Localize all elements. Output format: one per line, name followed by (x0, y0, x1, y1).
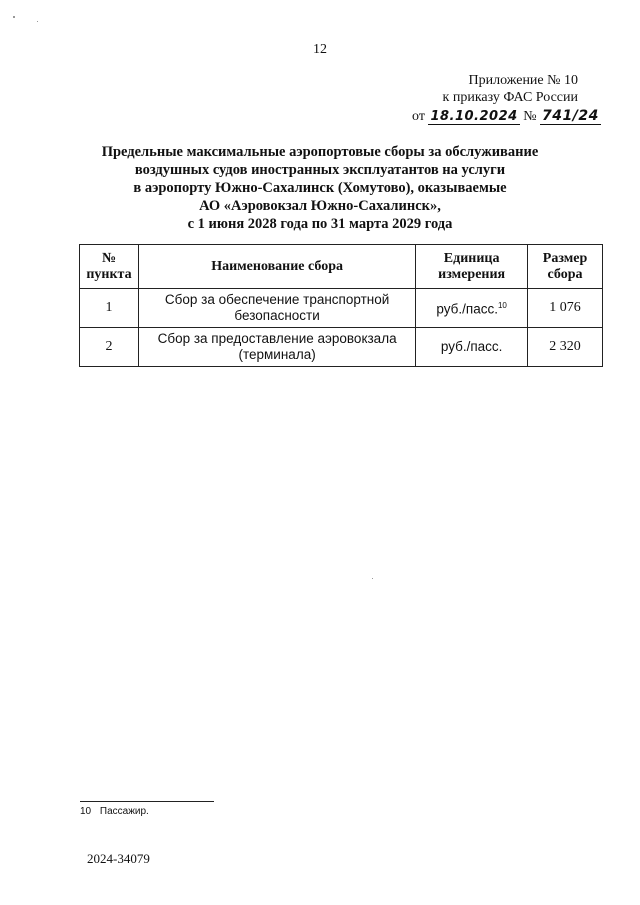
order-date-number (412, 108, 601, 125)
title-line: Предельные максимальные аэропортовые сборы за обслуживание (101, 144, 539, 160)
title-line: в аэропорту Южно-Сахалинск (Хомутово), оказываемые (133, 180, 507, 196)
title-line: АО «Аэровокзал Южно-Сахалинск», (199, 198, 441, 214)
order-date-handwritten: 18.10.2024 (430, 109, 518, 124)
table-row (80, 328, 603, 367)
footnote-text: Пассажир. (99, 806, 149, 817)
footnote (80, 806, 149, 817)
order-number-handwritten: 741/24 (542, 108, 599, 124)
number-label: № (523, 109, 537, 124)
document-title (70, 143, 570, 233)
fee-unit: руб./пасс. (416, 328, 528, 367)
fee-value: 1 076 (528, 289, 603, 328)
from-label: от (412, 109, 425, 124)
row-number: 1 (80, 289, 139, 328)
appendix-order-ref: к приказу ФАС России (442, 90, 578, 105)
fees-table (79, 244, 603, 367)
table-header-row (80, 245, 603, 289)
footnote-divider (80, 801, 214, 802)
title-line: с 1 июня 2028 года по 31 марта 2029 года (187, 216, 453, 232)
scan-speck (37, 21, 38, 22)
scan-speck (372, 578, 373, 579)
appendix-title: Приложение № 10 (468, 73, 578, 88)
appendix-header (443, 72, 578, 106)
fee-value: 2 320 (528, 328, 603, 367)
table-row (80, 289, 603, 328)
footnote-ref: 10 (497, 301, 507, 311)
header-unit: Единица измерения (416, 245, 528, 289)
header-item-number: № пункта (80, 245, 139, 289)
scan-speck (13, 16, 15, 18)
title-line: воздушных судов иностранных эксплуатантов на услуги (134, 162, 506, 178)
row-number: 2 (80, 328, 139, 367)
fee-name: Сбор за обеспечение транспортной безопасности (138, 289, 415, 328)
header-fee-size: Размер сбора (528, 245, 603, 289)
page-number: 12 (313, 42, 327, 57)
header-fee-name: Наименование сбора (138, 245, 415, 289)
fee-unit: руб./пасс.$^{10}$ (416, 289, 528, 328)
document-code: 2024-34079 (87, 851, 150, 866)
footnote-mark: 10 (80, 806, 92, 817)
fee-name: Сбор за предоставление аэровокзала (терминала) (138, 328, 415, 367)
